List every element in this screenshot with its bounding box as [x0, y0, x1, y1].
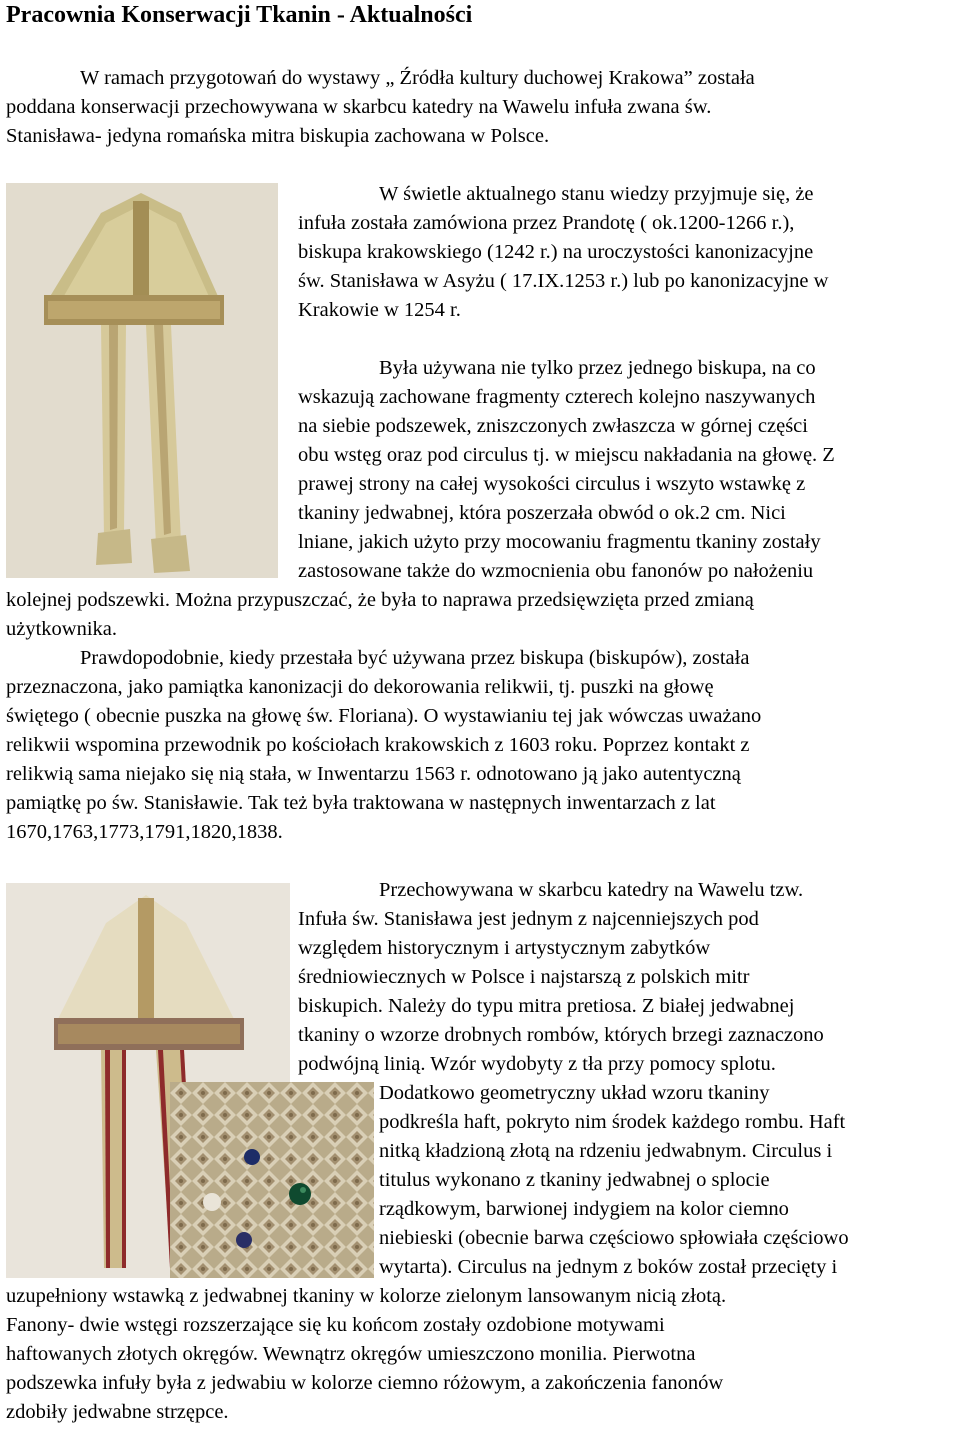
text-line: wskazują zachowane fragmenty czterech kolejno naszywanych	[298, 386, 816, 408]
text-line: prawej strony na całej wysokości circulus i wszyto wstawkę z	[298, 473, 806, 495]
text-line: W ramach przygotowań do wystawy „ Źródła kultury duchowej Krakowa” została	[80, 67, 755, 89]
text-line: wytarta). Circulus na jednym z boków został przecięty i	[379, 1256, 838, 1278]
text-line: uzupełniony wstawką z jedwabnej tkaniny w kolorze zielonym lansowanym nicią złotą.	[6, 1285, 727, 1307]
text-line: średniowiecznych w Polsce i najstarszą z polskich mitr	[298, 966, 750, 988]
text-line: nitką kładzioną złotą na rdzeniu jedwabnym. Circulus i	[379, 1140, 833, 1162]
text-line: podszewka infuły była z jedwabiu w kolorze ciemno różowym, a zakończenia fanonów	[6, 1372, 724, 1394]
text-line: zastosowane także do wzmocnienia obu fanonów po nałożeniu	[298, 560, 814, 582]
text-line: Fanony- dwie wstęgi rozszerzające się ku końcom zostały ozdobione motywami	[6, 1314, 665, 1336]
text-line: poddana konserwacji przechowywana w skarbcu katedry na Wawelu infuła zwana św.	[6, 96, 712, 118]
text-line: 1670,1763,1773,1791,1820,1838.	[6, 821, 283, 843]
text-line: tkaniny jedwabnej, która poszerzała obwód o ok.2 cm. Nici	[298, 502, 786, 524]
text-line: Przechowywana w skarbcu katedry na Wawelu tzw.	[379, 879, 804, 901]
text-line: pamiątkę po św. Stanisławie. Tak też była traktowana w następnych inwentarzach z lat	[6, 792, 716, 814]
text-line: przeznaczona, jako pamiątka kanonizacji do dekorowania relikwii, tj. puszki na głowę	[6, 676, 714, 698]
text-line: infuła została zamówiona przez Prandotę ( ok.1200-1266 r.),	[298, 212, 795, 234]
text-line: zdobiły jedwabne strzępce.	[6, 1401, 229, 1423]
text-line: tkaniny o wzorze drobnych rombów, których brzegi zaznaczono	[298, 1024, 824, 1046]
text-line: podwójną linią. Wzór wydobyty z tła przy pomocy splotu.	[298, 1053, 776, 1075]
page-title: Pracownia Konserwacji Tkanin - Aktualności	[6, 2, 473, 28]
text-line: niebieski (obecnie barwa częściowo spłowiała częściowo	[379, 1227, 849, 1249]
text-line: titulus wykonano z tkaniny jedwabnej o splocie	[379, 1169, 770, 1191]
text-line: rządkowym, barwionej indygiem na kolor ciemno	[379, 1198, 789, 1220]
text-line: biskupich. Należy do typu mitra pretiosa. Z białej jedwabnej	[298, 995, 795, 1017]
text-line: Stanisława- jedyna romańska mitra biskupia zachowana w Polsce.	[6, 125, 550, 147]
text-line: św. Stanisława w Asyżu ( 17.IX.1253 r.) lub po kanonizacyjne w	[298, 270, 829, 292]
text-line: relikwii wspomina przewodnik po kościołach krakowskich z 1603 roku. Poprzez kontakt z	[6, 734, 750, 756]
text-line: obu wstęg oraz pod circulus tj. w miejscu nakładania na głowę. Z	[298, 444, 835, 466]
text-line: Była używana nie tylko przez jednego biskupa, na co	[379, 357, 816, 379]
text-line: Infuła św. Stanisława jest jednym z najcenniejszych pod	[298, 908, 759, 930]
text-line: Prawdopodobnie, kiedy przestała być używana przez biskupa (biskupów), została	[80, 647, 750, 669]
text-line: Krakowie w 1254 r.	[298, 299, 461, 321]
text-line: na siebie podszewek, zniszczonych zwłaszcza w górnej części	[298, 415, 808, 437]
text-line: biskupa krakowskiego (1242 r.) na uroczystości kanonizacyjne	[298, 241, 814, 263]
mitre-photo-1	[6, 183, 278, 578]
text-line: haftowanych złotych okręgów. Wewnątrz okręgów umieszczono monilia. Pierwotna	[6, 1343, 696, 1365]
text-line: świętego ( obecnie puszka na głowę św. Floriana). O wystawianiu tej jak wówczas uważano	[6, 705, 762, 727]
text-line: podkreśla haft, pokryto nim środek każdego rombu. Haft	[379, 1111, 846, 1133]
text-line: Dodatkowo geometryczny układ wzoru tkaniny	[379, 1082, 770, 1104]
text-line: kolejnej podszewki. Można przypuszczać, że była to naprawa przedsięwzięta przed zmianą	[6, 589, 754, 611]
text-line: lniane, jakich użyto przy mocowaniu fragmentu tkaniny zostały	[298, 531, 821, 553]
text-line: użytkownika.	[6, 618, 118, 640]
text-line: W świetle aktualnego stanu wiedzy przyjmuje się, że	[379, 183, 814, 205]
fabric-detail-photo	[170, 1082, 374, 1278]
text-line: względem historycznym i artystycznym zabytków	[298, 937, 711, 959]
text-line: relikwią sama niejako się nią stała, w Inwentarzu 1563 r. odnotowano ją jako autentyczną	[6, 763, 741, 785]
